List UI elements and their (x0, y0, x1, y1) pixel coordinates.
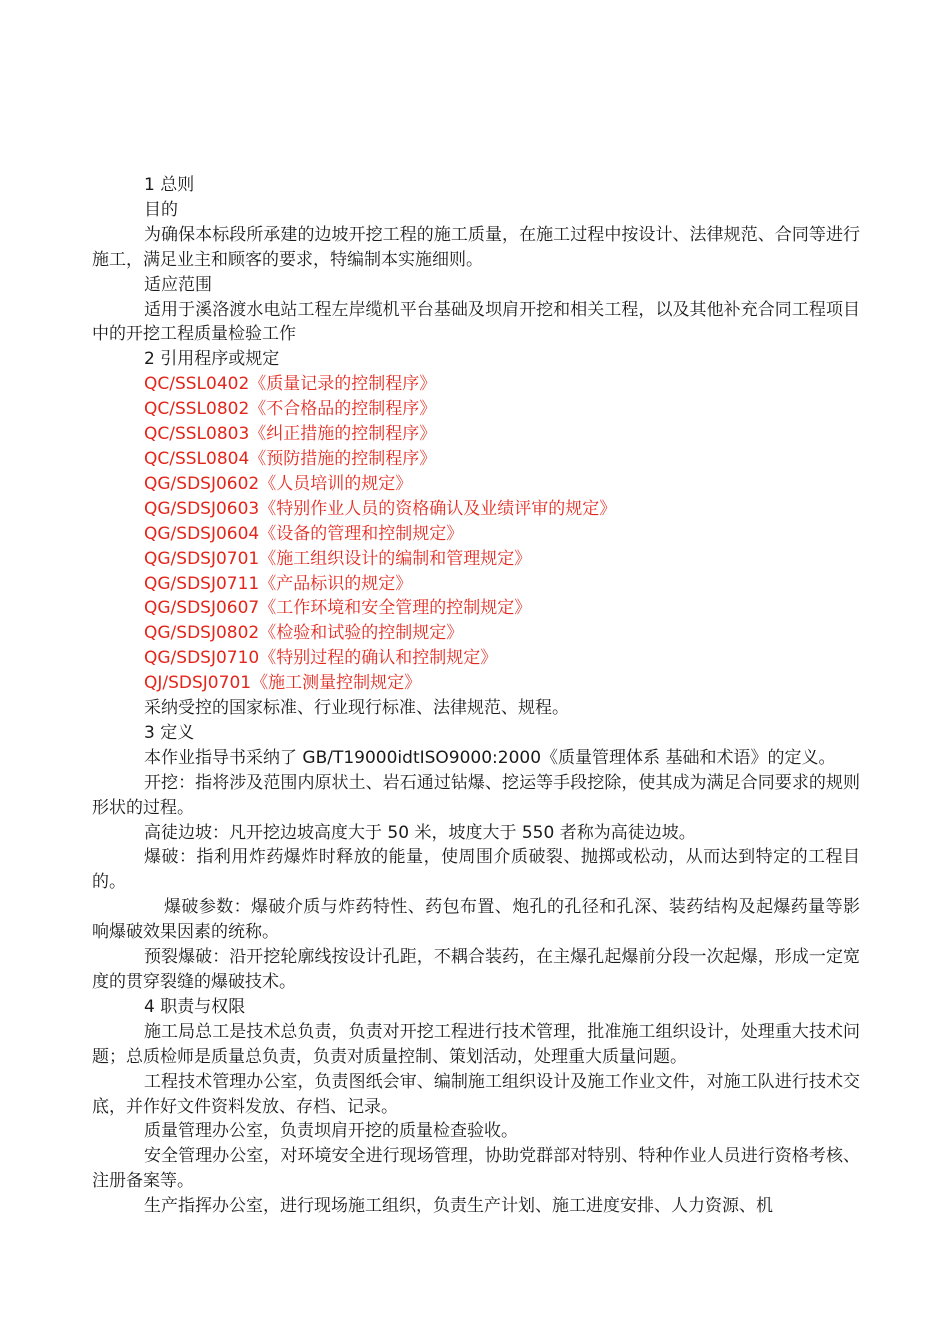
reference-item: QG/SDSJ0603《特别作业人员的资格确认及业绩评审的规定》 (144, 498, 617, 519)
reference-item: QC/SSL0804《预防措施的控制程序》 (144, 448, 437, 469)
reference-item: QG/SDSJ0607《工作环境和安全管理的控制规定》 (144, 598, 532, 619)
paragraph: 适用于溪洛渡水电站工程左岸缆机平台基础及坝肩开挖和相关工程，以及其他补充合同工程项目中的开挖工程质量检验工作 (92, 299, 860, 345)
paragraph: 爆破：指利用炸药爆炸时释放的能量，使周围介质破裂、抛掷或松动，从而达到特定的工程目的。 (92, 847, 860, 893)
paragraph: 生产指挥办公室，进行现场施工组织，负责生产计划、施工进度安排、人力资源、机 (144, 1196, 773, 1217)
paragraph: 适应范围 (144, 274, 212, 295)
paragraph: 4 职责与权限 (144, 996, 246, 1017)
paragraph: 3 定义 (144, 722, 195, 743)
paragraph: 本作业指导书采纳了 GB/T19000idtISO9000:2000《质量管理体系 基础和术语》的定义。 (144, 747, 836, 768)
reference-item: QG/SDSJ0711《产品标识的规定》 (144, 573, 413, 594)
paragraph: 预裂爆破：沿开挖轮廓线按设计孔距，不耦合装药，在主爆孔起爆前分段一次起爆，形成一定宽度的贯穿裂缝的爆破技术。 (92, 947, 860, 992)
document-body (92, 173, 860, 1219)
paragraph: 2 引用程序或规定 (144, 349, 280, 370)
reference-item: QJ/SDSJ0701《施工测量控制规定》 (144, 673, 422, 694)
paragraph: 质量管理办公室，负责坝肩开挖的质量检查验收。 (144, 1121, 518, 1142)
reference-item: QC/SSL0803《纠正措施的控制程序》 (144, 424, 437, 445)
reference-item: QG/SDSJ0802《检验和试验的控制规定》 (144, 623, 464, 644)
paragraph: 工程技术管理办公室，负责图纸会审、编制施工组织设计及施工作业文件，对施工队进行技术交底，并作好文件资料发放、存档、记录。 (92, 1071, 860, 1117)
reference-item: QC/SSL0802《不合格品的控制程序》 (144, 399, 437, 420)
paragraph: 1 总则 (144, 175, 195, 195)
paragraph: 施工局总工是技术总负责，负责对开挖工程进行技术管理，批准施工组织设计，处理重大技术问题；总质检师是质量总负责，负责对质量控制、策划活动，处理重大质量问题。 (92, 1021, 860, 1067)
paragraph: 采纳受控的国家标准、行业现行标准、法律规范、规程。 (144, 698, 569, 719)
reference-item: QC/SSL0402《质量记录的控制程序》 (144, 374, 437, 395)
paragraph: 为确保本标段所承建的边坡开挖工程的施工质量，在施工过程中按设计、法律规范、合同等进行施工，满足业主和顾客的要求，特编制本实施细则。 (92, 224, 860, 270)
paragraph: 开挖：指将涉及范围内原状土、岩石通过钻爆、挖运等手段挖除，使其成为满足合同要求的规则形状的过程。 (92, 772, 860, 818)
paragraph: 目的 (144, 199, 178, 220)
paragraph: 爆破参数：爆破介质与炸药特性、药包布置、炮孔的孔径和孔深、装药结构及起爆药量等影响爆破效果因素的统称。 (92, 897, 860, 943)
paragraph: 高徒边坡：凡开挖边坡高度大于 50 米，坡度大于 550 者称为高徒边坡。 (144, 822, 696, 843)
reference-item: QG/SDSJ0602《人员培训的规定》 (144, 473, 413, 494)
reference-item: QG/SDSJ0604《设备的管理和控制规定》 (144, 523, 464, 544)
paragraph: 安全管理办公室，对环境安全进行现场管理，协助党群部对特别、特种作业人员进行资格考核、注册备案等。 (92, 1146, 860, 1192)
reference-item: QG/SDSJ0701《施工组织设计的编制和管理规定》 (144, 548, 532, 569)
reference-item: QG/SDSJ0710《特别过程的确认和控制规定》 (144, 648, 498, 669)
